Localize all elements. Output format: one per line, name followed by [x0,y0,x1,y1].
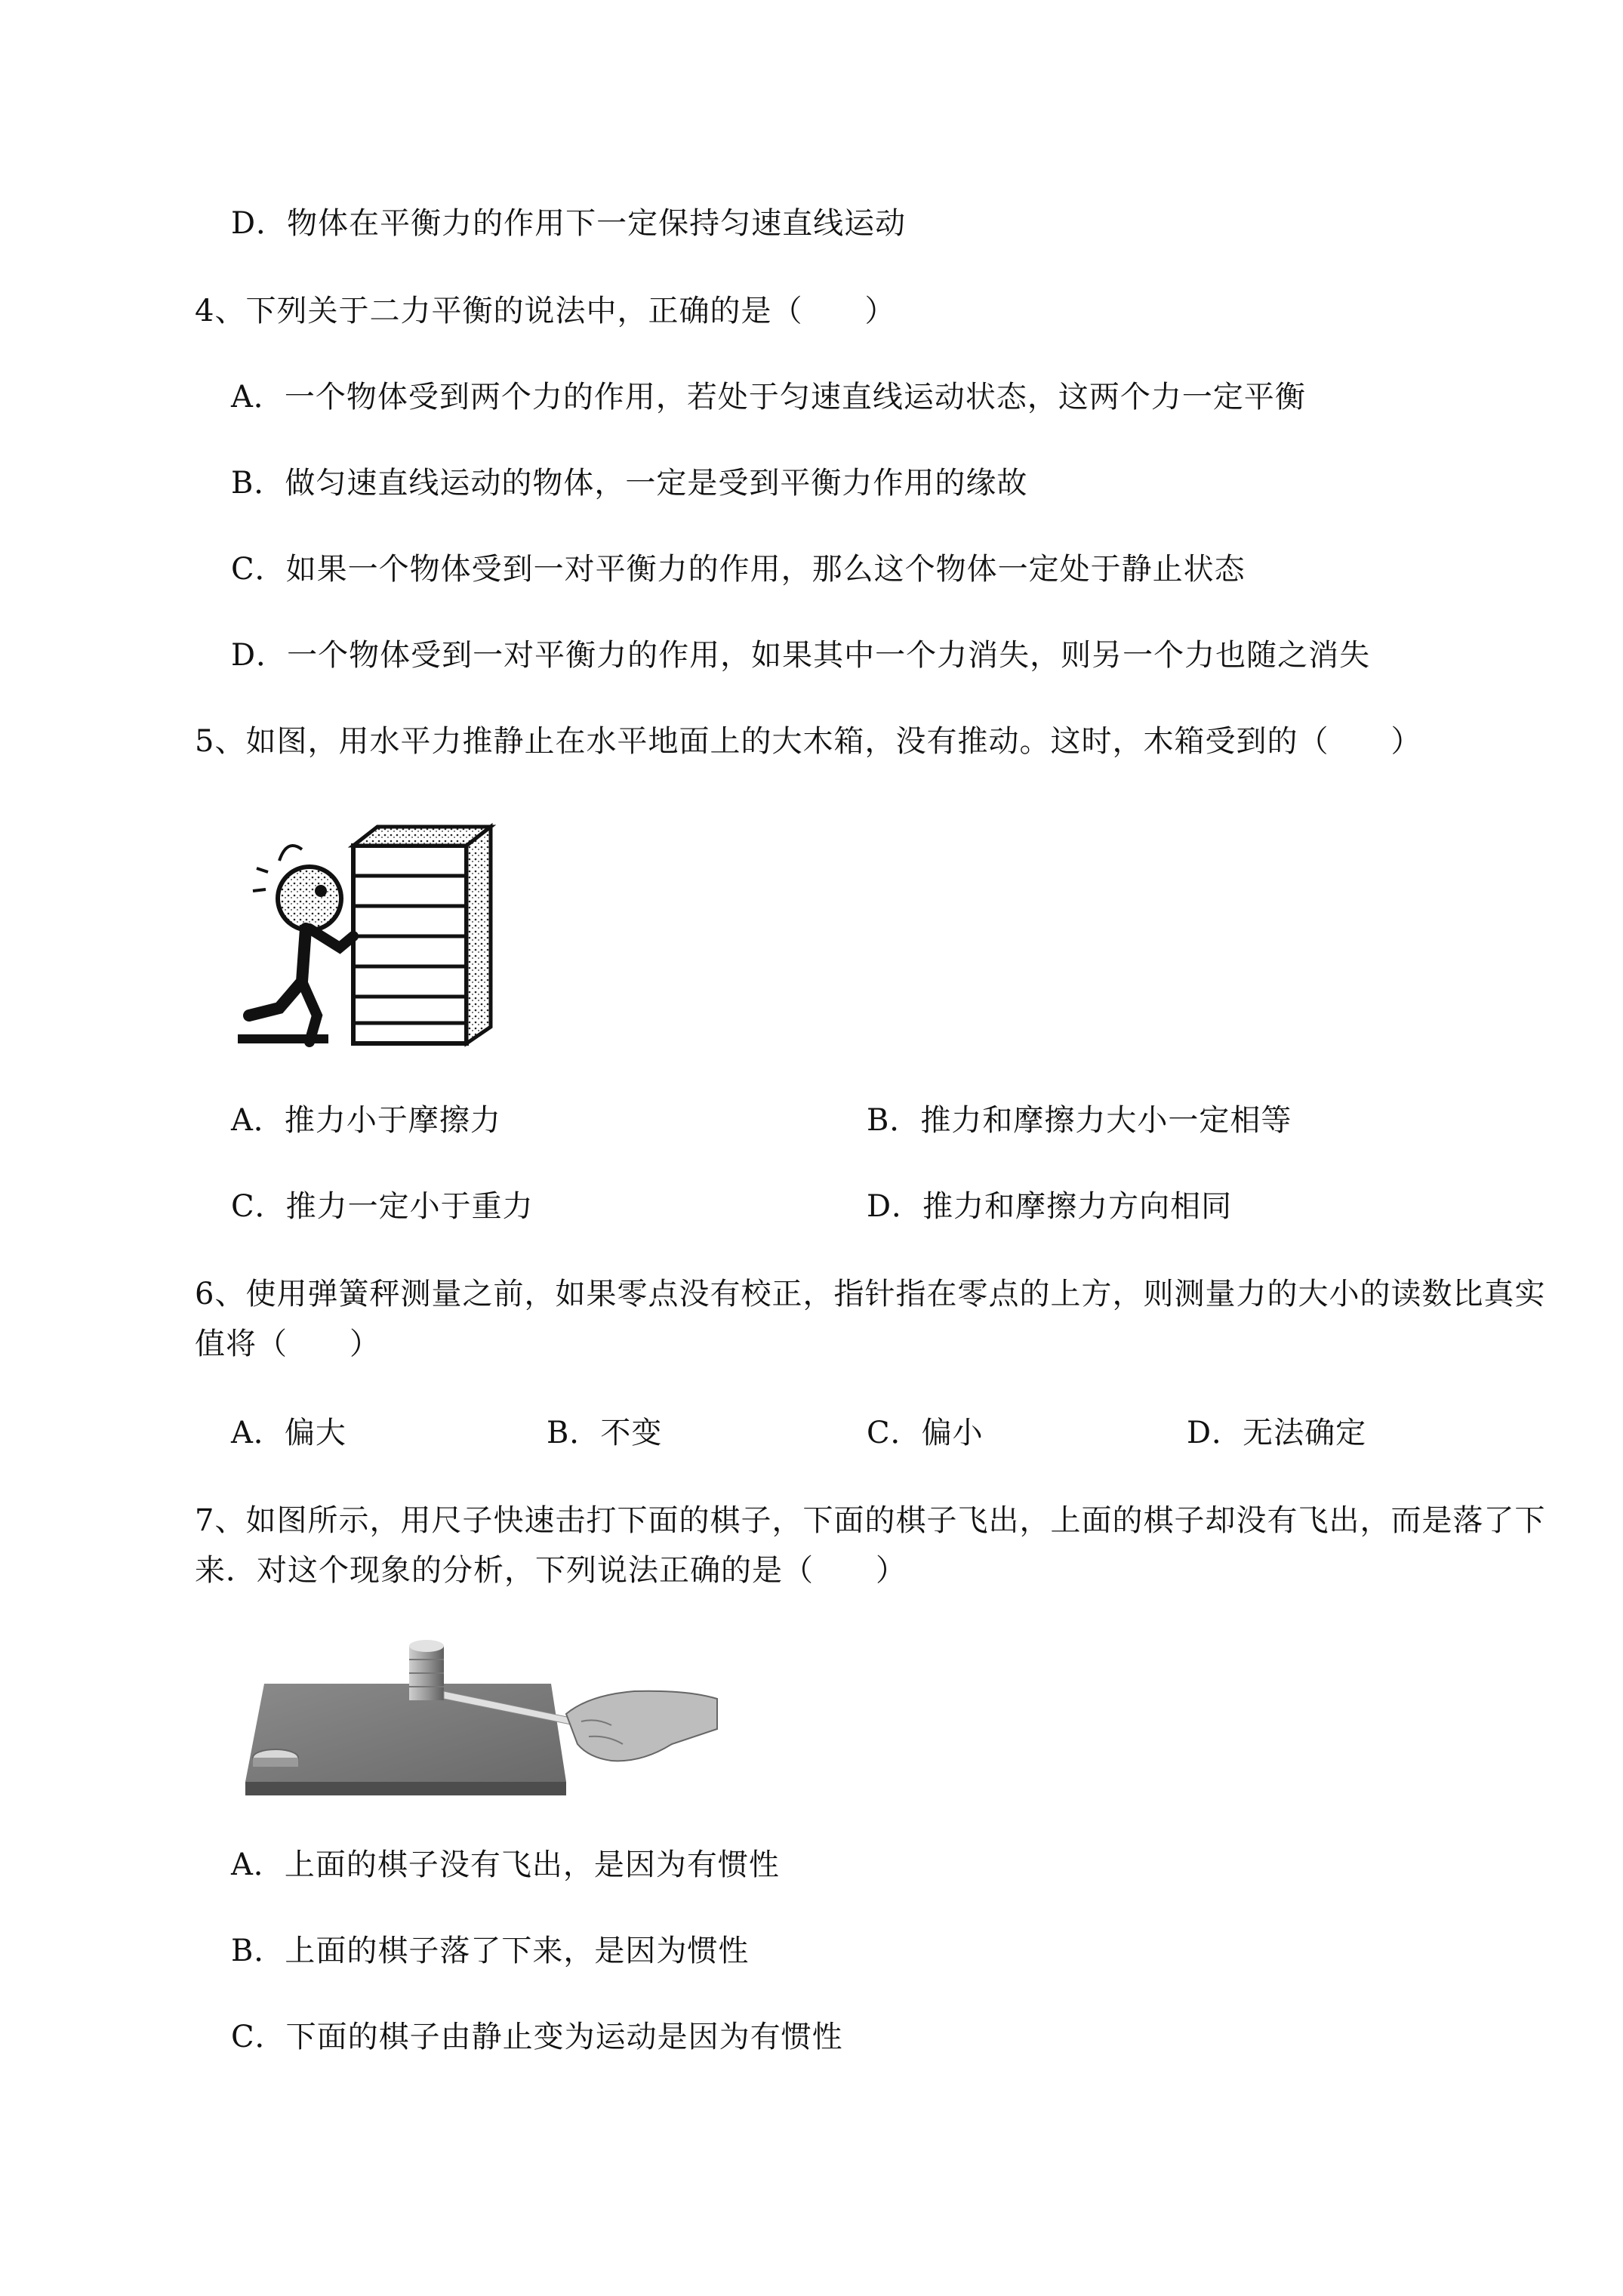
q7-option-a: A．上面的棋子没有飞出，是因为有惯性 [231,1848,780,1882]
q4-option-a: A．一个物体受到两个力的作用，若处于匀速直线运动状态，这两个力一定平衡 [231,380,1306,415]
q5-stem: 5、如图，用水平力推静止在水平地面上的大木箱，没有推动。这时，木箱受到的（ ） [195,724,1422,759]
q5-option-c: C．推力一定小于重力 [231,1189,534,1224]
q5-option-b: B．推力和摩擦力大小一定相等 [867,1103,1292,1138]
q7-option-b: B．上面的棋子落了下来，是因为惯性 [231,1934,750,1968]
q6-option-d: D．无法确定 [1187,1416,1367,1450]
q6-option-c: C．偏小 [867,1416,984,1450]
q7-option-c: C．下面的棋子由静止变为运动是因为有惯性 [231,2020,843,2054]
prev-option-d: D．物体在平衡力的作用下一定保持匀速直线运动 [231,206,907,241]
q6-stem-line2: 值将（ ） [195,1327,380,1361]
q7-stem-line2: 来．对这个现象的分析，下列说法正确的是（ ） [195,1553,907,1588]
q5-option-d: D．推力和摩擦力方向相同 [867,1189,1233,1224]
q4-option-c: C．如果一个物体受到一对平衡力的作用，那么这个物体一定处于静止状态 [231,552,1246,587]
q4-option-b: B．做匀速直线运动的物体，一定是受到平衡力作用的缘故 [231,466,1028,501]
q6-stem-line1: 6、使用弹簧秤测量之前，如果零点没有校正，指针指在零点的上方，则测量力的大小的读数比真实 [195,1277,1546,1311]
chess-pieces-figure [234,1631,725,1804]
q6-option-b: B．不变 [547,1416,663,1450]
q4-option-d: D．一个物体受到一对平衡力的作用，如果其中一个力消失，则另一个力也随之消失 [231,638,1371,673]
q4-stem: 4、下列关于二力平衡的说法中，正确的是（ ） [195,294,896,328]
q5-option-a: A．推力小于摩擦力 [231,1103,501,1138]
q7-stem-line1: 7、如图所示，用尺子快速击打下面的棋子，下面的棋子飞出，上面的棋子却没有飞出，而是落了下 [195,1503,1546,1538]
pushing-box-figure [226,815,574,1057]
q6-option-a: A．偏大 [231,1416,346,1450]
